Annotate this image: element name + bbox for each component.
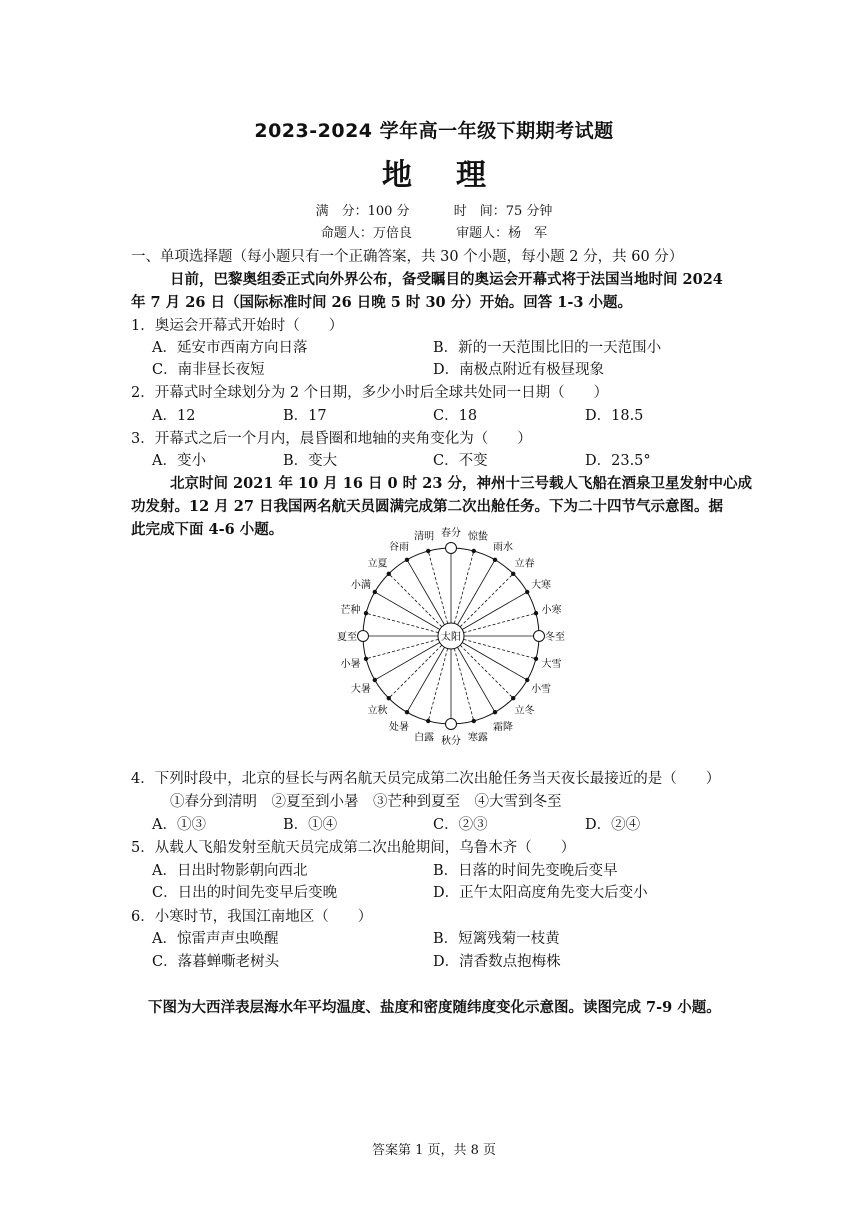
passage2-line1: 北京时间 2021 年 10 月 16 日 0 时 23 分，神州十三号载人飞船在酒泉卫星发射中心成	[170, 475, 752, 492]
solar-term-label: 大暑	[350, 684, 371, 695]
earth-position-dot	[387, 572, 391, 576]
q4-stem: 4．下列时段中，北京的昼长与两名航天员完成第二次出舱任务当天夜长最接近的是（ ）	[131, 771, 721, 787]
solar-term-label: 雨水	[493, 541, 513, 553]
q6-option-d[interactable]: D．清香数点抱梅株	[433, 954, 561, 970]
earth-position-dot	[426, 719, 430, 723]
solar-term-label: 小满	[350, 580, 371, 591]
solar-term-label: 立春	[514, 558, 535, 570]
solar-terms-diagram	[320, 525, 590, 750]
q6-stem: 6．小寒时节，我国江南地区（ ）	[131, 909, 373, 925]
earth-position-dot	[534, 631, 545, 642]
q4-option-c[interactable]: C．②③	[433, 817, 488, 833]
solar-term-label: 惊蛰	[467, 531, 488, 543]
earth-position-dot	[525, 590, 529, 594]
passage1-line1: 日前，巴黎奥组委正式向外界公布，备受瞩目的奥运会开幕式将于法国当地时间 2024	[170, 271, 723, 288]
solar-term-label: 小暑	[340, 658, 361, 670]
earth-position-dot	[472, 719, 476, 723]
earth-position-dot	[534, 611, 538, 615]
q6-option-b[interactable]: B．短篱残菊一枝黄	[433, 931, 560, 947]
q5-option-b[interactable]: B．日落的时间先变晚后变早	[433, 863, 618, 879]
sun-label: 太阳	[441, 632, 461, 643]
q5-stem: 5．从载人飞船发射至航天员完成第二次出舱期间，乌鲁木齐（ ）	[131, 840, 576, 856]
solar-term-label: 小雪	[531, 684, 552, 695]
q2-stem: 2．开幕式时全球划分为 2 个日期，多少小时后全球共处同一日期（ ）	[131, 385, 609, 401]
q5-option-d[interactable]: D．正午太阳高度角先变大后变小	[433, 885, 648, 901]
q6-option-a[interactable]: A．惊雷声声虫唤醒	[152, 931, 279, 947]
passage1-line2: 年 7 月 26 日（国际标准时间 26 日晚 5 时 30 分）开始。回答 1-3 小题。	[131, 294, 632, 311]
earth-position-dot	[387, 696, 391, 700]
solar-term-label: 冬至	[545, 632, 565, 643]
solar-term-label: 大雪	[541, 658, 562, 670]
solar-term-label: 春分	[441, 528, 461, 539]
earth-position-dot	[364, 657, 368, 661]
solar-term-label: 霜降	[493, 722, 513, 734]
section-heading: 一、单项选择题（每小题只有一个正确答案，共 30 个小题，每小题 2 分，共 60 分）	[131, 249, 684, 265]
earth-position-dot	[373, 590, 377, 594]
q5-option-c[interactable]: C．日出的时间先变早后变晚	[152, 885, 338, 901]
earth-position-dot	[525, 678, 529, 682]
q3-option-c[interactable]: C．不变	[433, 453, 488, 469]
term-spoke	[389, 645, 442, 698]
earth-position-dot	[511, 696, 515, 700]
time-info: 时 间：75 分钟	[453, 204, 553, 219]
earth-position-dot	[405, 558, 409, 562]
solar-term-label: 谷雨	[389, 541, 409, 553]
solar-term-label: 大寒	[531, 580, 552, 591]
page-footer: 答案第 1 页，共 8 页	[371, 1143, 497, 1158]
q4-option-b[interactable]: B．①④	[283, 817, 338, 833]
q2-option-b[interactable]: B．17	[283, 408, 327, 424]
score-info: 满 分：100 分	[315, 204, 410, 219]
earth-position-dot	[493, 558, 497, 562]
solar-term-label: 白露	[414, 732, 435, 744]
q4-option-a[interactable]: A．①③	[152, 817, 206, 833]
term-spoke	[460, 645, 513, 698]
term-spoke	[389, 574, 442, 627]
q1-stem: 1．奥运会开幕式开始时（ ）	[131, 318, 344, 334]
passage2-line2: 功发射。12 月 27 日我国两名航天员圆满完成第二次出舱任务。下为二十四节气示意图。据	[131, 498, 723, 515]
passage2-line3: 此完成下面 4-6 小题。	[131, 521, 284, 538]
term-spoke	[460, 574, 513, 627]
q6-option-c[interactable]: C．落暮蝉嘶老树头	[152, 954, 280, 970]
q2-option-c[interactable]: C．18	[433, 408, 478, 424]
subject-char-2: 理	[456, 158, 486, 193]
q2-option-d[interactable]: D．18.5	[585, 408, 644, 424]
earth-position-dot	[493, 710, 497, 714]
passage3-line1: 下图为大西洋表层海水年平均温度、盐度和密度随纬度变化示意图。读图完成 7-9 小题。	[148, 999, 721, 1016]
author-info: 命题人：万倍良	[320, 226, 412, 241]
solar-term-label: 立秋	[367, 705, 388, 717]
exam-meta-line-1	[0, 200, 868, 219]
q1-option-d[interactable]: D．南极点附近有极昼现象	[433, 362, 605, 378]
solar-term-label: 秋分	[441, 736, 461, 747]
q5-option-a[interactable]: A．日出时物影朝向西北	[152, 863, 308, 879]
solar-term-label: 清明	[414, 531, 435, 543]
earth-position-dot	[534, 657, 538, 661]
solar-term-label: 寒露	[467, 732, 488, 744]
q2-option-a[interactable]: A．12	[152, 408, 196, 424]
solar-term-label: 小寒	[541, 605, 562, 617]
earth-position-dot	[446, 719, 457, 730]
solar-term-label: 夏至	[337, 632, 357, 643]
earth-position-dot	[364, 611, 368, 615]
subject-char-1: 地	[382, 158, 412, 193]
q3-option-b[interactable]: B．变大	[283, 453, 338, 469]
q1-option-a[interactable]: A．延安市西南方向日落	[152, 340, 308, 356]
exam-meta-line-2	[0, 222, 868, 241]
q4-option-d[interactable]: D．②④	[585, 817, 641, 833]
q1-option-c[interactable]: C．南非昼长夜短	[152, 362, 265, 378]
exam-title: 2023-2024 学年高一年级下期期考试题	[254, 120, 614, 142]
q3-option-a[interactable]: A．变小	[152, 453, 206, 469]
earth-position-dot	[472, 549, 476, 553]
earth-position-dot	[446, 543, 457, 554]
solar-term-label: 处暑	[389, 722, 409, 734]
reviewer-info: 审题人：杨 军	[456, 226, 548, 241]
solar-term-label: 立夏	[367, 558, 388, 570]
q1-option-b[interactable]: B．新的一天范围比旧的一天范围小	[433, 340, 662, 356]
earth-position-dot	[426, 549, 430, 553]
earth-position-dot	[358, 631, 369, 642]
q3-stem: 3．开幕式之后一个月内，晨昏圈和地轴的夹角变化为（ ）	[131, 431, 532, 447]
solar-term-label: 立冬	[514, 705, 535, 717]
earth-position-dot	[373, 678, 377, 682]
earth-position-dot	[405, 710, 409, 714]
earth-position-dot	[511, 572, 515, 576]
q4-choices: ①春分到清明 ②夏至到小暑 ③芒种到夏至 ④大雪到冬至	[170, 794, 562, 810]
subject-title	[0, 150, 868, 194]
q3-option-d[interactable]: D．23.5°	[585, 453, 651, 469]
solar-term-label: 芒种	[340, 605, 361, 617]
